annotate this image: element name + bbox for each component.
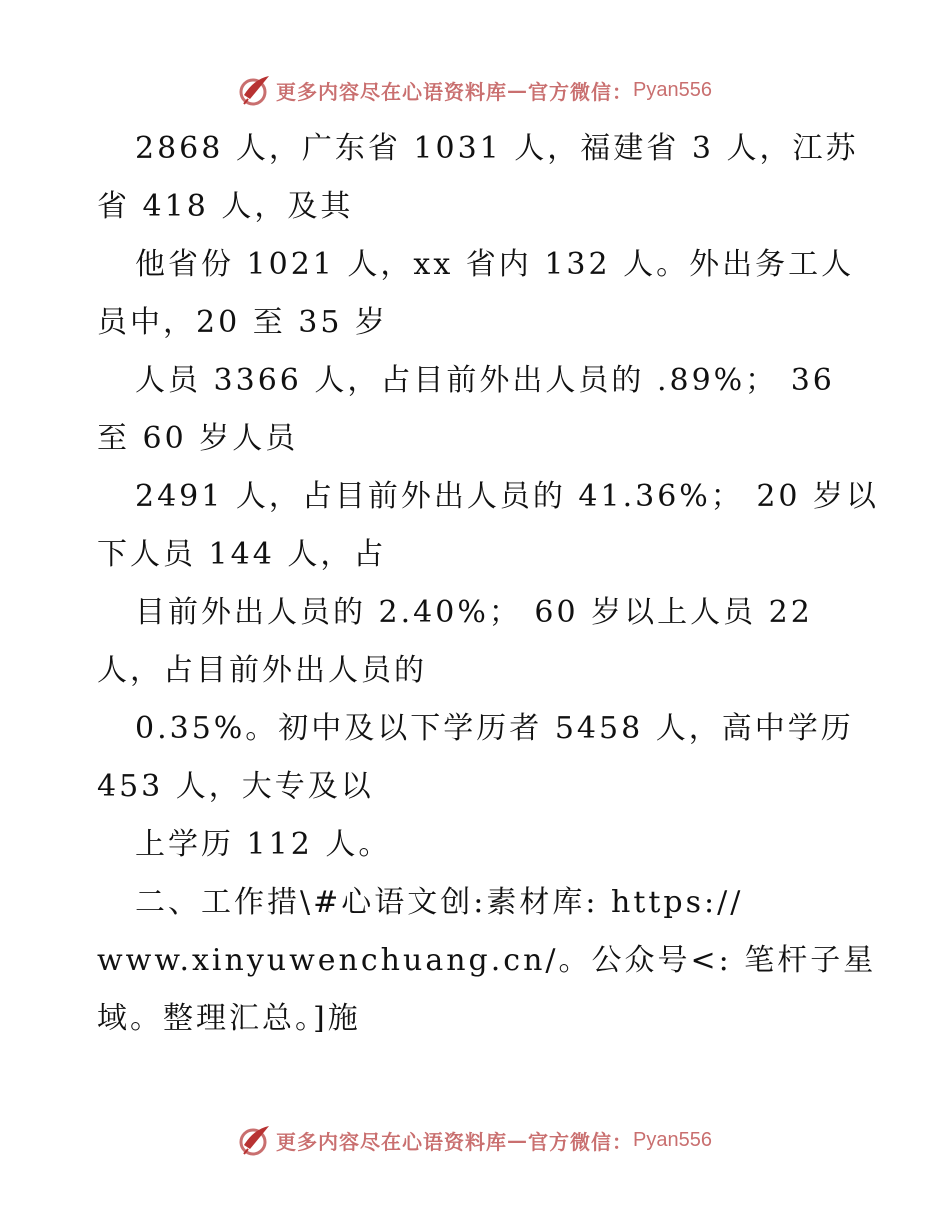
watermark-contact: 官方微信：	[528, 79, 634, 104]
text-line: 目前外出人员的 2.40%； 60 岁以上人员 22	[135, 595, 813, 630]
watermark-text: 更多内容尽在心语资料库	[276, 1129, 508, 1154]
text-line: 人员 3366 人，占目前外出人员的 .89%； 36	[135, 363, 835, 398]
watermark-handle: Pyan556	[633, 1128, 712, 1151]
quill-logo-icon	[238, 1123, 272, 1157]
text-line: 上学历 112 人。	[135, 827, 392, 862]
text-line: 至 60 岁人员	[97, 421, 299, 456]
text-line: 员中，20 至 35 岁	[97, 305, 388, 340]
text-line: 省 418 人，及其	[97, 189, 354, 224]
text-line: 他省份 1021 人，xx 省内 132 人。外出务工人	[135, 247, 855, 282]
watermark-contact: 官方微信：	[528, 1129, 634, 1154]
watermark-banner-top	[0, 70, 950, 110]
watermark-handle: Pyan556	[633, 78, 712, 101]
text-line: 域。整理汇总。]施	[97, 1001, 361, 1036]
document-body	[97, 120, 880, 1048]
text-line: 0.35%。初中及以下学历者 5458 人，高中学历	[135, 711, 854, 746]
text-line: 二、工作措\#心语文创:素材库: https://	[135, 885, 744, 920]
quill-logo-icon	[238, 73, 272, 107]
watermark-separator: —	[507, 1128, 529, 1152]
watermark-separator: —	[507, 78, 529, 102]
link-text-line: www.xinyuwenchuang.cn/。公众号<: 笔杆子星	[97, 943, 877, 978]
text-line: 下人员 144 人，占	[97, 537, 387, 572]
text-line: 人，占目前外出人员的	[97, 653, 427, 688]
text-line: 453 人，大专及以	[97, 769, 374, 804]
watermark-text: 更多内容尽在心语资料库	[276, 79, 508, 104]
text-line: 2868 人，广东省 1031 人，福建省 3 人，江苏	[135, 131, 859, 166]
text-line: 2491 人，占目前外出人员的 41.36%； 20 岁以	[135, 479, 880, 514]
watermark-banner-bottom	[0, 1120, 950, 1160]
